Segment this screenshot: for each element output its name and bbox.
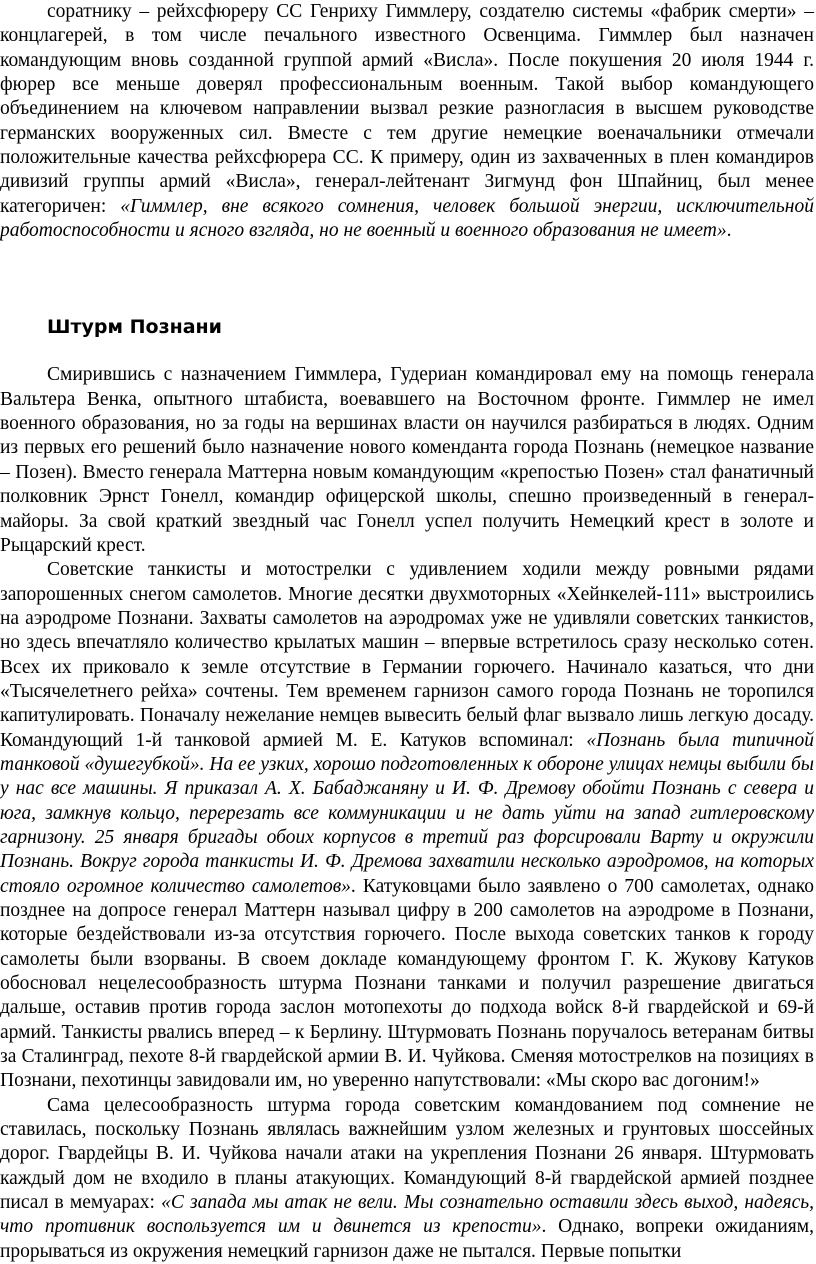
quote-katukov: «Познань была типичной танковой «душегубкой». На ее узких, хорошо подготовленных к обороне улицах немцы выбили бы у нас все машины. Я приказал А. Х. Бабаджаняну и И. Ф. Дремову обойти Познань с севера и юга, замкнув кольцо, перерезать все коммуникации и не дать уйти на запад гитлеровскому гарнизону. 25 января бригады обоих корпусов в третий раз форсировали Варту и окружили Познань. Вокруг города танкисты И. Ф. Дремова захватили несколько аэродромов, на которых стояло огромное количество самолетов» [0,729,814,897]
paragraph-text: . Однако, вопреки ожиданиям, прорываться из окружения немецкий гарнизон даже не пытался. Первые попытки [0,1216,814,1262]
section-spacer [0,243,814,315]
paragraph-text: . Катуковцами было заявлено о 700 самолетах, однако позднее на допросе генерал Маттерн называл цифру в 200 самолетов на аэродроме в Познани, которые бездействовали из-за отсутствия горючего. После выхода советских танков к городу самолеты были взорваны. В своем докладе командующему фронтом Г. К. Жукову Катуков обосновал нецелесообразность штурма Познани танками и получил разрешение двигаться дальше, оставив против города заслон мотопехоты до подхода войск 8-й гвардейской и 69-й армий. Танкисты рвались вперед – к Берлину. Штурмовать Познань поручалось ветеранам битвы за Сталинград, пехоте 8-й гвардейской армии В. И. Чуйкова. Сменяя мотострелков на позициях в Познани, пехотинцы завидовали им, но уверенно напутствовали: «Мы скоро вас догоним!» [0,875,814,1092]
paragraph-assault [0,1094,814,1264]
paragraph-intro [0,0,814,243]
section-heading: Штурм Познани [47,316,222,339]
paragraph-tankers [0,558,814,1094]
paragraph-text: Сама целесообразность штурма города советским командованием под сомнение не ставилась, поскольку Познань являлась важнейшим узлом железных и грунтовых шоссейных дорог. Гвардейцы В. И. Чуйкова начали атаки на укрепления Познани 26 января. Штурмовать каждый дом не входило в планы атакующих. Командующий 8-й гвардейской армией позднее писал в мемуарах: [0,1094,814,1214]
quote-chuikov: «С запада мы атак не вели. Мы сознательно оставили здесь выход, надеясь, что противник воспользуется им и двинется из крепости» [0,1192,814,1238]
section-spacer [0,339,814,363]
quote-himmler: «Гиммлер, вне всякого сомнения, человек большой энергии, исключительной работоспособности и ясного взгляда, но не военный и военного образования не имеет» [0,195,814,242]
paragraph-guderian: Смирившись с назначением Гиммлера, Гудериан командировал ему на помощь генерала Вальтера Венка, опытного штабиста, воевавшего на Восточном фронте. Гиммлер не имел военного образования, но за годы на вершинах власти он научился разбираться в людях. Одним из первых его решений было назначение нового коменданта города Познань (немецкое название – Позен). Вместо генерала Маттерна новым командующим «крепостью Позен» стал фанатичный полковник Эрнст Гонелл, командир офицерской школы, спешно произведенный в генерал-майоры. За свой краткий звездный час Гонелл успел получить Немецкий крест в золоте и Рыцарский крест. [0,364,814,556]
paragraph-text: . [726,220,732,242]
paragraph-text: соратнику – рейхсфюреру СС Генриху Гиммлеру, создателю системы «фабрик смерти» – концлагерей, в том числе печального известного Освенцима. Гиммлер был назначен командующим вновь созданной группой армий «Висла». После покушения 20 июля 1944 г. фюрер все меньше доверял профессиональным военным. Такой выбор командующего объединением на ключевом направлении вызвал резкие разногласия в высшем руководстве германских вооруженных сил. Вместе с тем другие немецкие военачальники отмечали положительные качества рейхсфюрера СС. К примеру, один из захваченных в плен командиров дивизий группы армий «Висла», генерал-лейтенант Зигмунд фон Шпайниц, был менее категоричен: [0,1,814,217]
paragraph-text: Советские танкисты и мотострелки с удивлением ходили между ровными рядами запорошенных снегом самолетов. Многие десятки двухмоторных «Хейнкелей-111» выстроились на аэродроме Познани. Захваты самолетов на аэродромах уже не удивляли советских танкистов, но здесь впечатляло количество крылатых машин – впервые встретилось сразу несколько сотен. Всех их приковало к земле отсутствие в Германии горючего. Начинало казаться, что дни «Тысячелетнего рейха» сочтены. Тем временем гарнизон самого города Познань не торопился капитулировать. Поначалу нежелание немцев вывесить белый флаг вызвало лишь легкую досаду. Командующий 1-й танковой армией М. Е. Катуков вспоминал: [0,559,814,751]
